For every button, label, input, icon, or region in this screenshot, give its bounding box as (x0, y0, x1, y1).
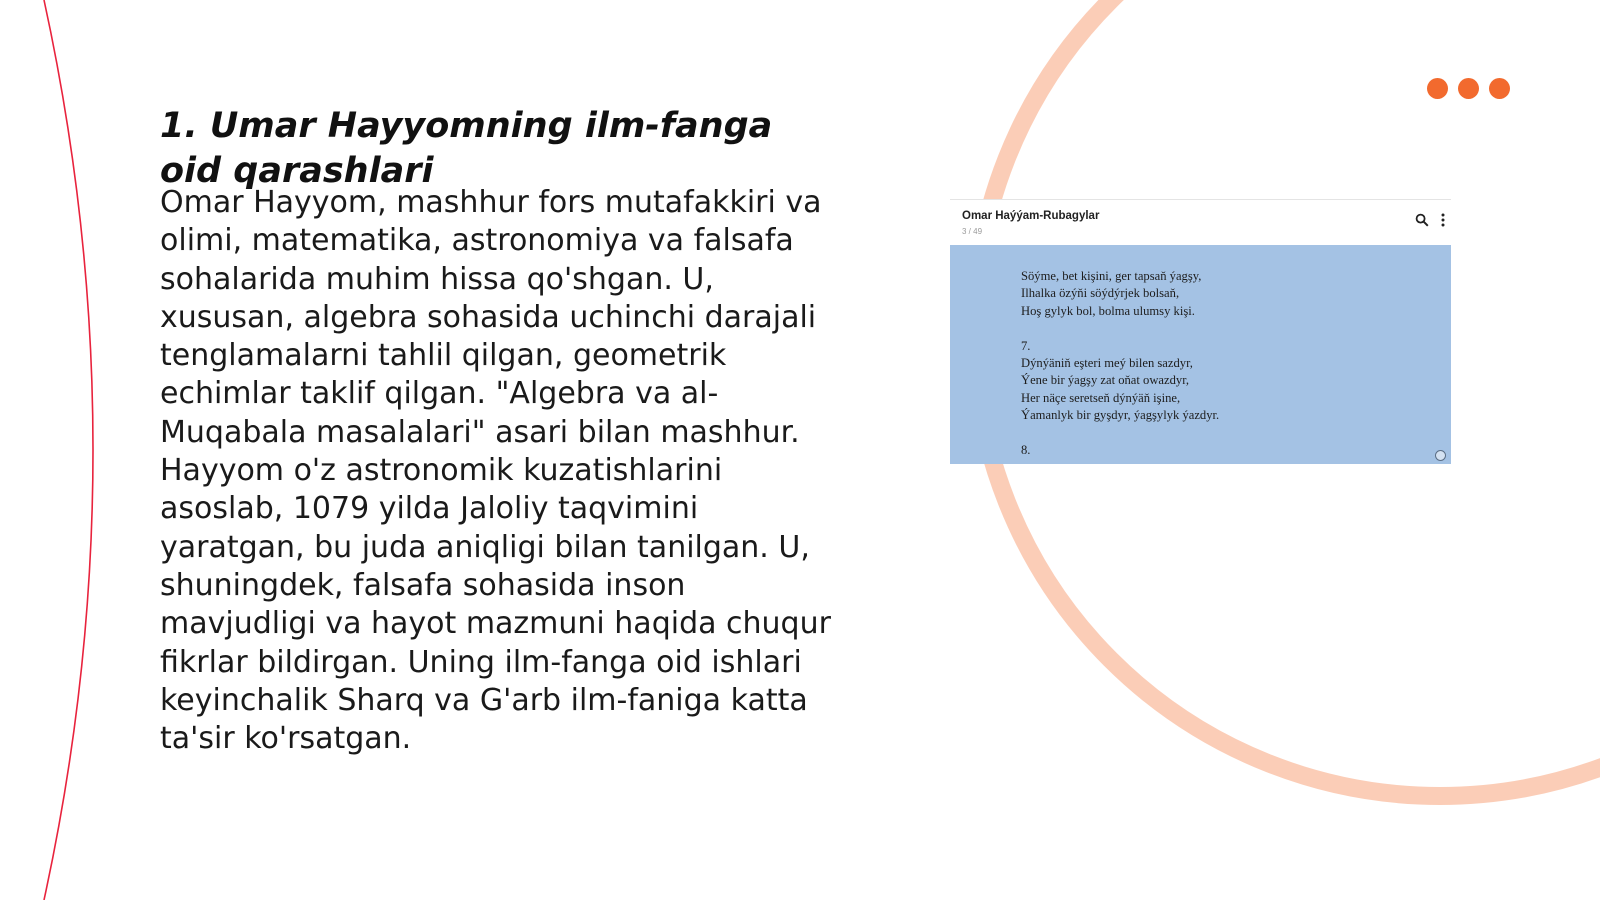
viewer-menu-button[interactable] (1433, 210, 1453, 230)
viewer-document-title: Omar Haýýam-Rubagylar (962, 210, 1100, 222)
orange-dot (1427, 78, 1448, 99)
poem-line: Söýme, bet kişini, ger tapsaň ýagşy, (1021, 269, 1202, 283)
decorative-dots (1427, 78, 1510, 99)
poem-text (1021, 268, 1219, 459)
slide-body-text: Omar Hayyom, mashhur fors mutafakkiri va olimi, matematika, astronomiya va falsafa sohalarida muhim hissa qo'shgan. U, xususan, algebra sohasida uchinchi darajali tenglamalarni tahlil qilgan, geometrik echimlar taklif qilgan. "Algebra va al-Muqabala masalalari" asari bilan mashhur. Hayyom o'z astronomik kuzatishlarini asoslab, 1079 yilda Jaloliy taqvimini yaratgan, bu juda aniqligi bilan tanilgan. U, shuningdek, falsafa sohasida inson mavjudligi va hayot mazmuni haqida chuqur fikrlar bildirgan. Uning ilm-fanga oid ishlari keyinchalik Sharq va G'arb ilm-faniga katta ta'sir ko'rsatgan. (160, 185, 831, 757)
poem-gap (1021, 320, 1219, 337)
poem-line: Her näçe seretseň dýnýäň işine, (1021, 390, 1181, 405)
poem-line: Ilhalka özýňi söýdýrjek bolsaň, (1021, 286, 1180, 301)
poem-number: 7. (1021, 338, 1031, 353)
poem-line: Dýnýäniň eşteri meý bilen sazdyr, (1021, 356, 1193, 371)
poem-line: Hoş gylyk bol, bolma ulumsy kişi. (1021, 303, 1195, 318)
poem-gap (1021, 425, 1219, 442)
viewer-header (950, 200, 1451, 245)
left-red-curve (44, 0, 93, 900)
slide-title: 1. Umar Hayyomning ilm-fanga oid qarashlari (160, 106, 773, 191)
viewer-search-button[interactable] (1412, 210, 1432, 230)
poem-line: Ýamanlyk bir gyşdyr, ýagşylyk ýazdyr. (1021, 408, 1220, 423)
poem-number: 8. (1021, 443, 1031, 458)
orange-dot (1458, 78, 1479, 99)
resize-handle-icon[interactable] (1435, 450, 1446, 461)
more-vertical-icon (1440, 213, 1446, 227)
viewer-page-counter: 3 / 49 (962, 227, 983, 236)
viewer-page (950, 245, 1451, 464)
search-icon (1415, 213, 1429, 227)
orange-dot (1489, 78, 1510, 99)
pdf-viewer (950, 199, 1451, 464)
poem-line: Ýene bir ýagşy zat oňat owazdyr, (1021, 373, 1190, 388)
